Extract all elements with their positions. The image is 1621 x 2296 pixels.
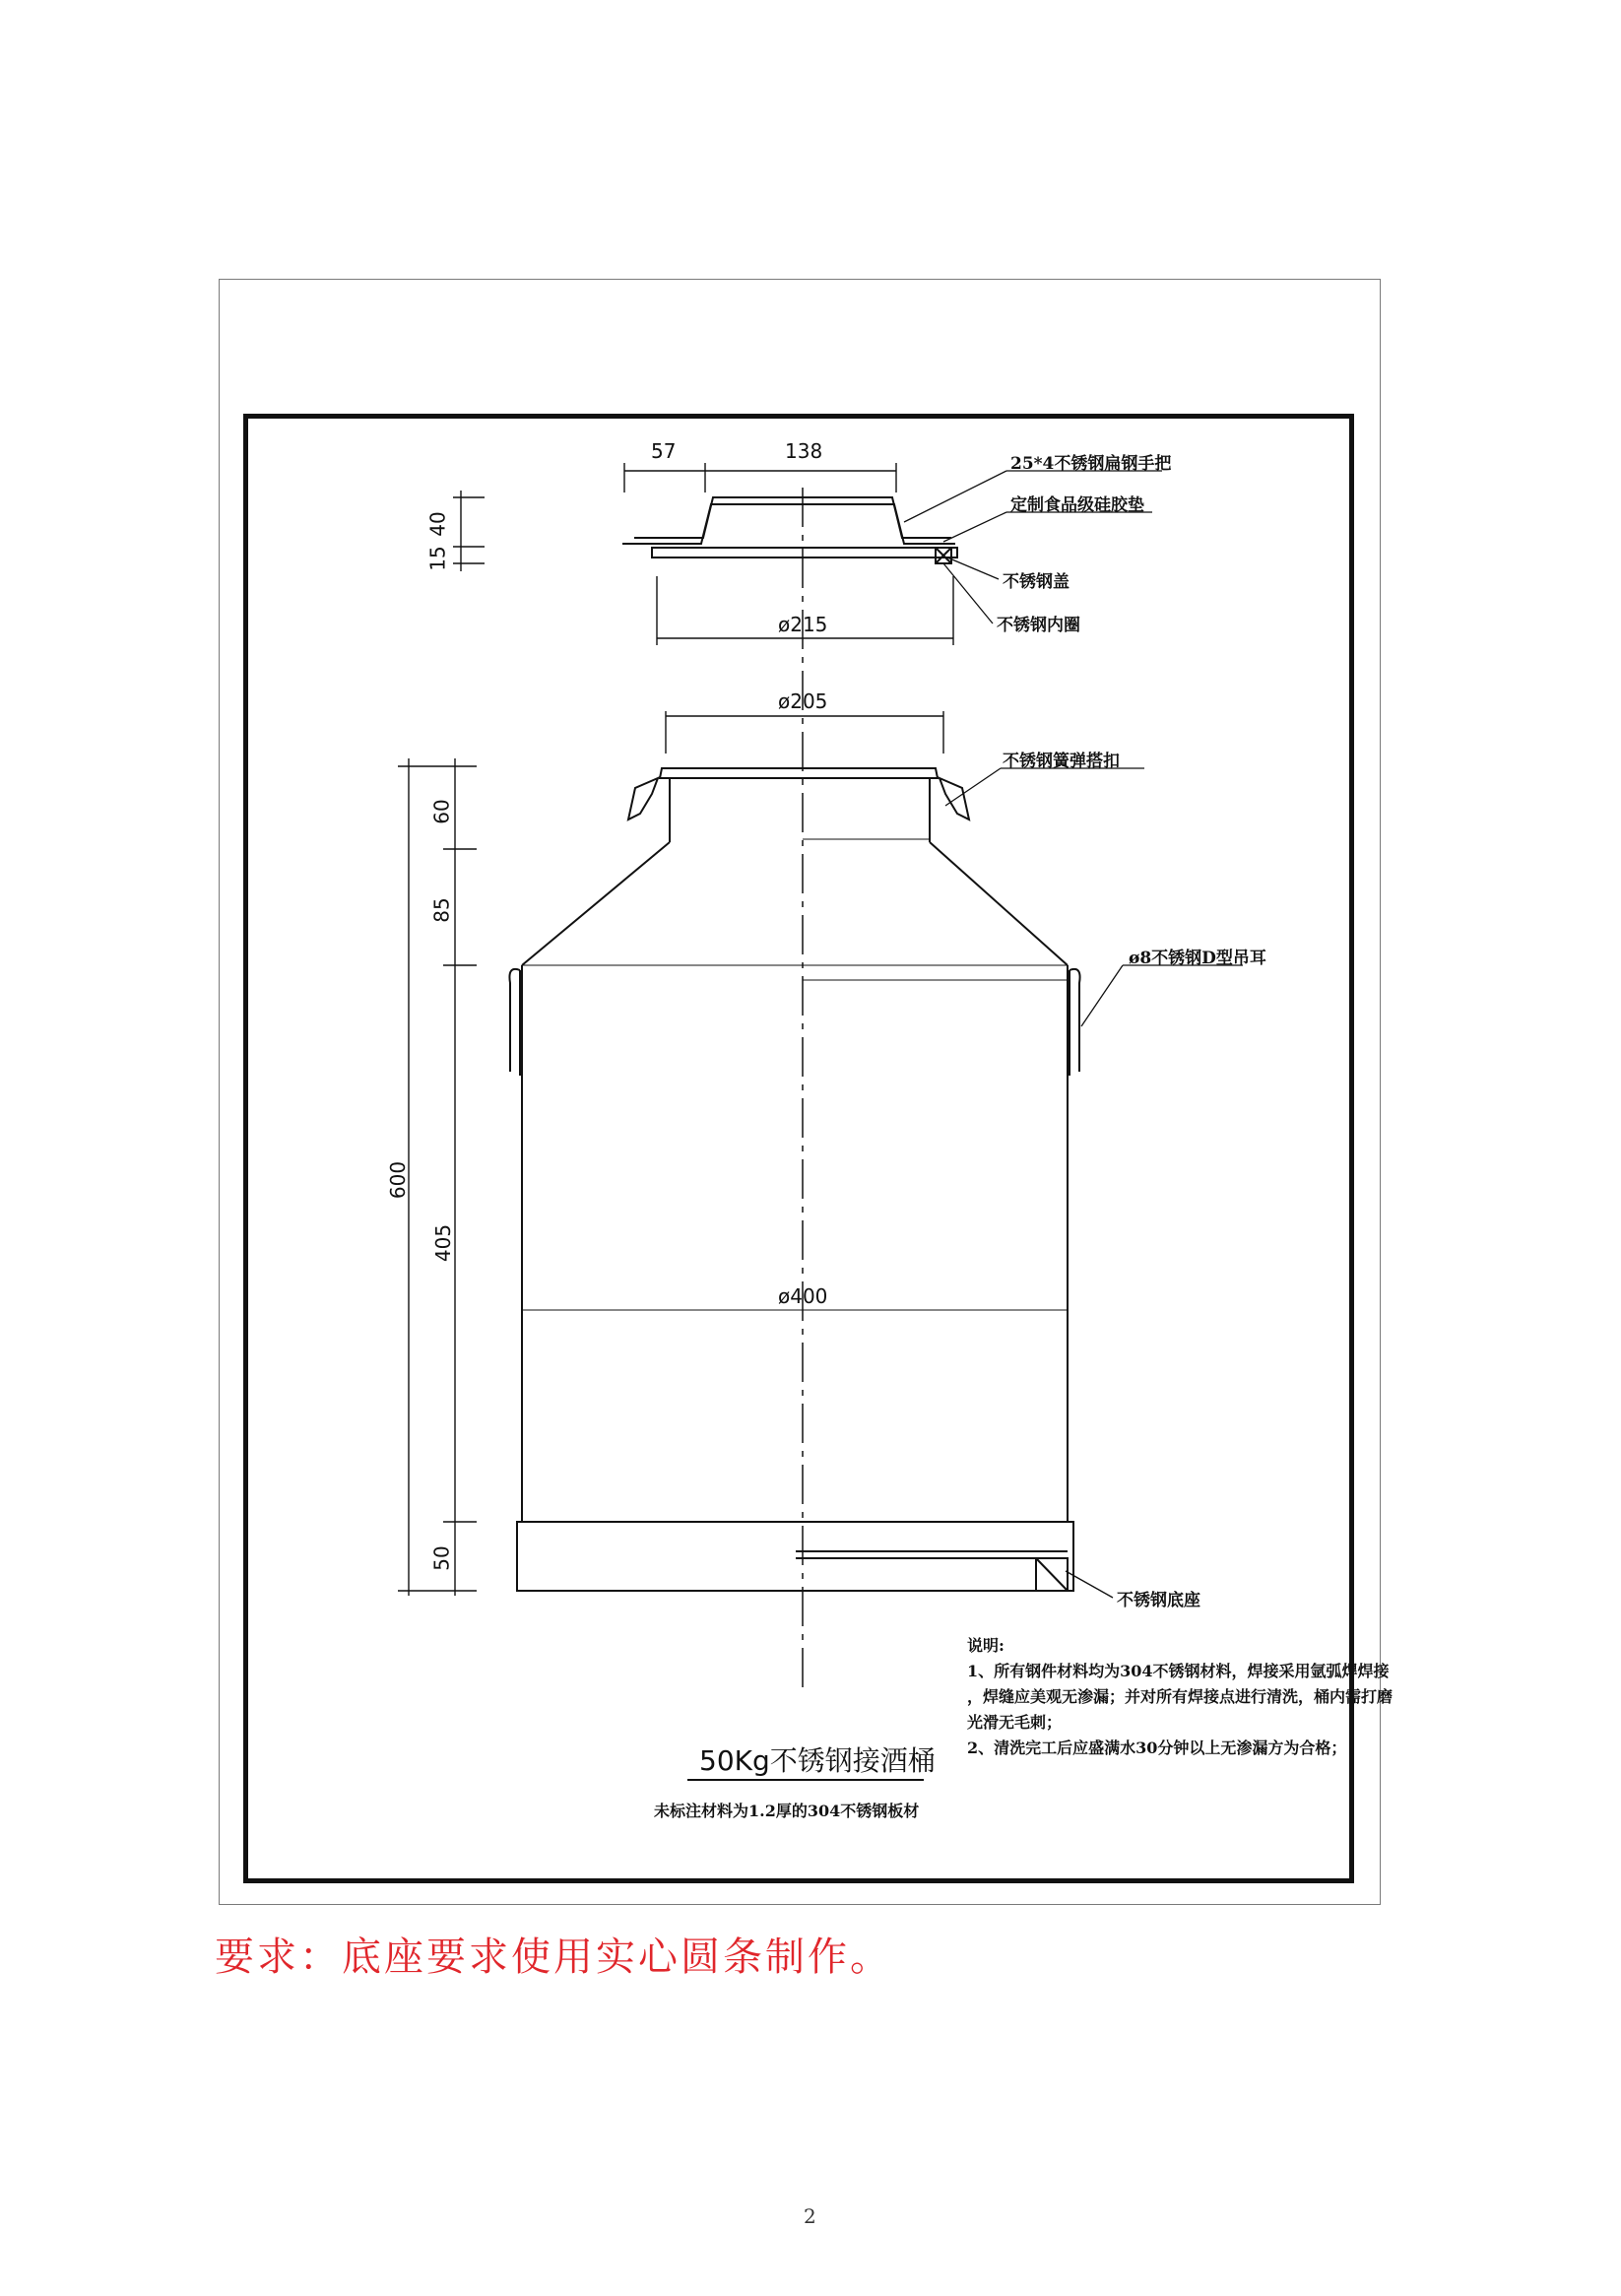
leader-lines xyxy=(904,471,1243,1598)
dim-205: ø205 xyxy=(778,689,828,713)
drawing-subtitle: 未标注材料为1.2厚的304不锈钢板材 xyxy=(654,1802,920,1820)
title-underline xyxy=(687,1779,924,1781)
dim-600: 600 xyxy=(386,1160,411,1200)
barrel-body xyxy=(509,768,1079,1591)
label-clamp: 不锈钢簧弹搭扣 xyxy=(1003,752,1120,771)
notes-heading: 说明: xyxy=(967,1636,1005,1655)
dim-40: 40 xyxy=(425,511,450,537)
notes-line-4: 2、清洗完工后应盛满水30分钟以上无渗漏方为合格； xyxy=(967,1738,1347,1757)
label-gasket: 定制食品级硅胶垫 xyxy=(1010,495,1144,515)
notes-line-2: ，焊缝应美观无渗漏；并对所有焊接点进行清洗，桶内需打磨 xyxy=(967,1687,1394,1706)
dim-405: 405 xyxy=(431,1223,456,1263)
label-inner-ring: 不锈钢内圈 xyxy=(997,616,1080,635)
notes-block xyxy=(967,1633,1393,1761)
label-base: 不锈钢底座 xyxy=(1117,1591,1200,1610)
notes-line-3: 光滑无毛刺； xyxy=(967,1713,1063,1732)
notes-line-1: 1、所有钢件材料均为304不锈钢材料，焊接采用氩弧焊焊接 xyxy=(967,1662,1390,1680)
label-lid: 不锈钢盖 xyxy=(1003,572,1070,592)
left-lug xyxy=(509,969,520,1076)
label-handle: 25*4不锈钢扁钢手把 xyxy=(1010,454,1172,474)
dim-138: 138 xyxy=(785,439,823,463)
top-rim xyxy=(660,768,938,778)
barrel-base xyxy=(517,1522,1073,1591)
dim-85: 85 xyxy=(429,897,454,923)
right-clamp xyxy=(940,778,969,820)
lid-assembly xyxy=(622,497,957,563)
dim-215: ø215 xyxy=(778,613,828,636)
dim-50: 50 xyxy=(429,1545,454,1571)
lid-dimensions xyxy=(453,463,953,754)
right-lug xyxy=(1070,969,1080,1076)
lid-plate xyxy=(652,548,957,558)
dim-60: 60 xyxy=(429,799,454,824)
page-number: 2 xyxy=(804,2204,816,2228)
left-clamp xyxy=(628,778,658,820)
drawing-title: 50Kg不锈钢接酒桶 xyxy=(699,1744,936,1777)
requirement-text: 要求：底座要求使用实心圆条制作。 xyxy=(215,1935,892,1980)
label-lug: ø8不锈钢D型吊耳 xyxy=(1129,949,1266,968)
dim-400: ø400 xyxy=(778,1284,828,1308)
dim-57: 57 xyxy=(651,439,677,463)
dim-15: 15 xyxy=(425,546,450,571)
